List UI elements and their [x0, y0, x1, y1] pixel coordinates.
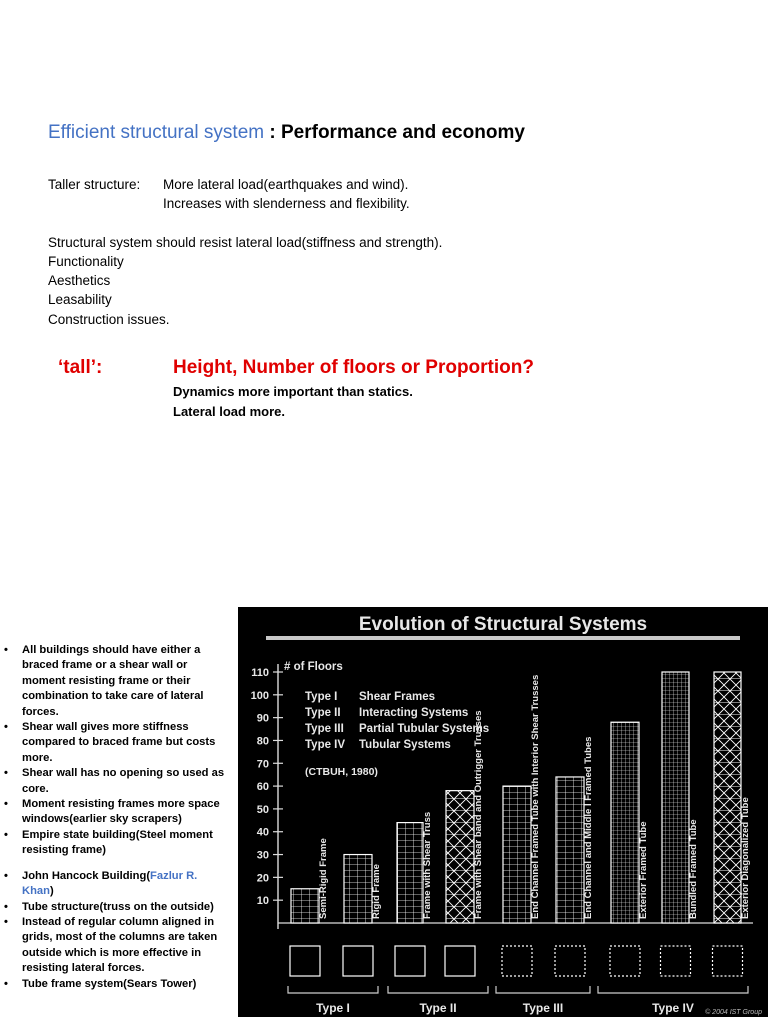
- resist-line: Structural system should resist lateral load(stiffness and strength).: [48, 235, 443, 250]
- tall-note-2: Lateral load more.: [173, 404, 285, 419]
- y-tick-label: 90: [256, 712, 269, 725]
- bullet-item: • All buildings should have either a braced frame or a shear wall or moment resisting frame or their combination to take care of lateral forces.: [4, 643, 230, 720]
- chart-bar: [556, 777, 584, 923]
- group-label: Type II: [419, 1001, 457, 1015]
- chart-svg: [238, 607, 768, 1017]
- y-tick-label: 100: [250, 689, 269, 702]
- bullet-item: • Shear wall gives more stiffness compared to braced frame but costs more.: [4, 720, 230, 766]
- tall-question: Height, Number of floors or Proportion?: [173, 357, 534, 378]
- y-tick-label: 20: [256, 872, 269, 885]
- chart-title: Evolution of Structural Systems: [358, 614, 648, 635]
- functionality-line: Functionality: [48, 254, 124, 269]
- copyright-text: © 2004 IST Group: [705, 1009, 762, 1016]
- bullet-item: • Empire state building(Steel moment resisting frame): [4, 828, 230, 859]
- legend-name: Interacting Systems: [359, 707, 469, 719]
- bar-label: Exterior Framed Tube: [638, 821, 649, 919]
- khan-link: Fazlur R. Khan: [22, 869, 198, 898]
- chart-bar: [662, 672, 689, 923]
- legend-type: Type I: [305, 691, 338, 703]
- bar-label: Frame with Shear Truss: [422, 811, 433, 919]
- y-tick-label: 10: [256, 895, 269, 908]
- group-label: Type IV: [652, 1001, 694, 1015]
- title-rest: : Performance and economy: [264, 122, 525, 143]
- bullet-item: • Instead of regular column aligned in grids, most of the columns are taken outside which is more effective in resisting lateral forces.: [4, 915, 230, 977]
- page-title: [48, 122, 525, 144]
- legend-name: Tubular Systems: [359, 739, 451, 751]
- bar-label: Exterior Diagonalized Tube: [740, 797, 751, 919]
- y-tick-label: 110: [251, 667, 269, 679]
- legend-type: Type IV: [305, 739, 346, 751]
- chart-bar: [714, 672, 741, 923]
- bar-label: End Channel Framed Tube with Interior Shear Trusses: [530, 674, 541, 919]
- chart-bar: [291, 889, 319, 923]
- chart-bar: [503, 786, 531, 923]
- bullet-item: • Tube structure(truss on the outside): [4, 900, 230, 915]
- bullet-item-hancock: [4, 869, 230, 900]
- y-tick-label: 80: [256, 735, 269, 748]
- bullet-item: • Tube frame system(Sears Tower): [4, 977, 230, 992]
- y-tick-label: 50: [256, 803, 269, 816]
- y-axis-label: # of Floors: [284, 661, 343, 673]
- bar-label: Frame with Shear band and Outrigger Trusses: [473, 710, 484, 919]
- y-tick-label: 60: [256, 781, 269, 794]
- construction-line: Construction issues.: [48, 312, 170, 327]
- bar-label: Rigid Frame: [371, 864, 382, 919]
- bullet-list: [4, 643, 230, 992]
- group-label: Type III: [522, 1001, 564, 1015]
- title-underline: [266, 636, 740, 640]
- legend-name: Shear Frames: [359, 691, 436, 703]
- y-tick-label: 40: [256, 826, 269, 839]
- legend-type: Type II: [305, 707, 341, 719]
- group-label: Type I: [316, 1001, 350, 1015]
- hancock-post: ): [49, 885, 54, 898]
- taller-label: Taller structure:: [48, 177, 141, 192]
- hancock-pre: John Hancock Building(: [22, 869, 151, 882]
- taller-line-2: Increases with slenderness and flexibility.: [163, 196, 410, 211]
- structural-systems-chart: [238, 607, 768, 1017]
- y-tick-label: 30: [256, 849, 269, 862]
- title-highlight: Efficient structural system: [48, 122, 265, 143]
- chart-bar: [344, 855, 372, 923]
- chart-bar: [446, 791, 474, 923]
- bar-label: Semi-Rigid Frame: [318, 838, 329, 919]
- bar-label: Bundled Framed Tube: [688, 819, 699, 919]
- legend-type: Type III: [305, 723, 344, 735]
- leasability-line: Leasability: [48, 292, 112, 307]
- bullet-item: • Moment resisting frames more space windows(earlier sky scrapers): [4, 797, 230, 828]
- chart-bar: [397, 823, 423, 923]
- aesthetics-line: Aesthetics: [48, 273, 111, 288]
- legend-source: (CTBUH, 1980): [305, 766, 378, 778]
- y-tick-label: 70: [256, 758, 269, 771]
- tall-label: ‘tall’:: [58, 357, 103, 378]
- chart-bar: [611, 722, 639, 923]
- tall-note-1: Dynamics more important than statics.: [173, 384, 413, 399]
- bullet-item: • Shear wall has no opening so used as core.: [4, 766, 230, 797]
- taller-line-1: More lateral load(earthquakes and wind).: [163, 177, 409, 192]
- legend-name: Partial Tubular Systems: [359, 723, 490, 735]
- bar-label: End Channel and Middle I Framed Tubes: [583, 736, 594, 919]
